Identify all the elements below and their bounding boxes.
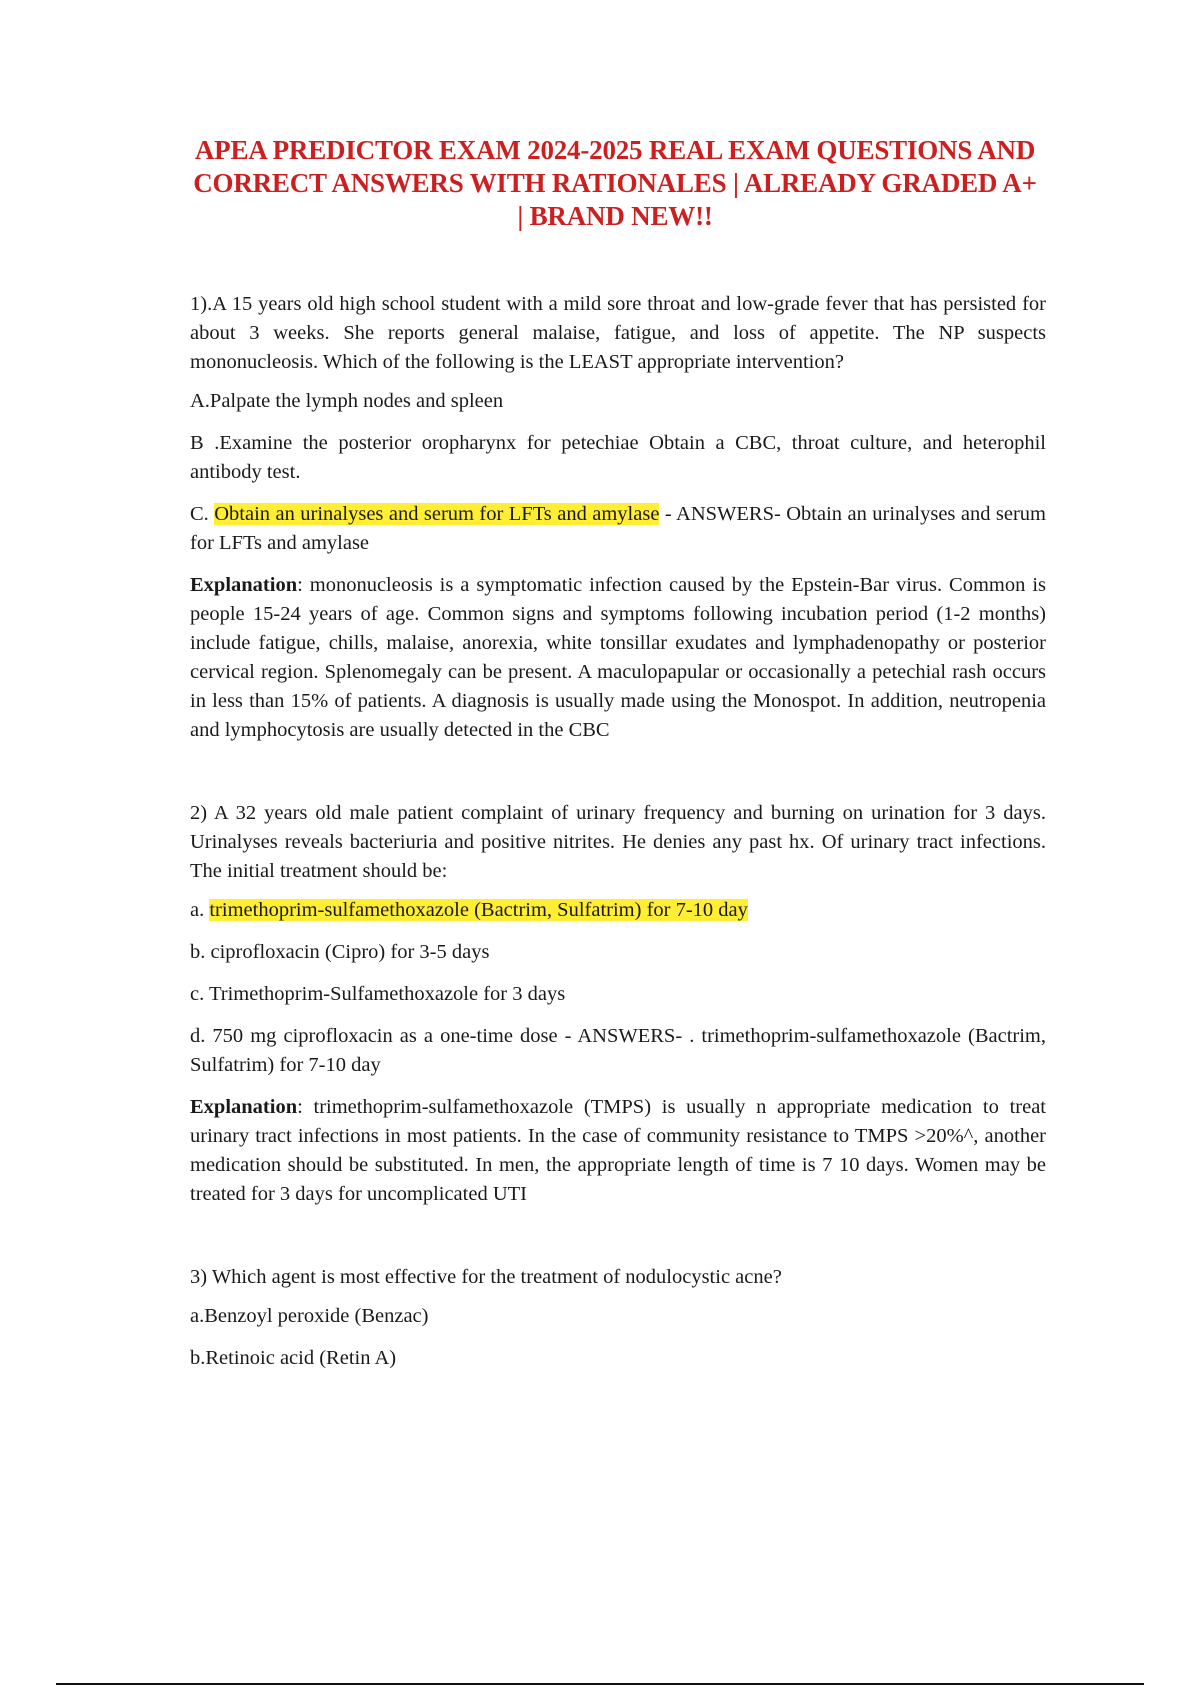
title-line-1: APEA PREDICTOR EXAM 2024-2025 REAL EXAM QUESTIONS AND xyxy=(194,135,1036,165)
title-line-3: | BRAND NEW!! xyxy=(517,201,713,231)
question-2-text: 2) A 32 years old male patient complaint of urinary frequency and burning on urination for 3 days. Urinalyses reveals bacteriuria and positive nitrites. He denies any past hx. Of urinary tract infections. The initial treatment should be: xyxy=(190,802,1046,882)
highlighted-answer: Obtain an urinalyses and serum for LFTs and amylase xyxy=(214,503,660,525)
footer-divider xyxy=(56,1683,1144,1685)
question-1-text: 1).A 15 years old high school student with a mild sore throat and low-grade fever that has persisted for about 3 weeks. She reports general malaise, fatigue, and loss of appetite. The NP suspects mononucleosis. Which of the following is the LEAST appropriate intervention? xyxy=(190,293,1046,373)
option-c-prefix: C. xyxy=(190,503,215,525)
answer-text: - ANSWERS- Obtain an urinalyses and serum for LFTs and amylase xyxy=(190,503,1046,554)
question-3-text: 3) Which agent is most effective for the treatment of nodulocystic acne? xyxy=(190,1266,782,1288)
document-body xyxy=(190,290,1046,1386)
question-2-option-d: d. 750 mg ciprofloxacin as a one-time dose - ANSWERS- . trimethoprim-sulfamethoxazole (Bactrim, Sulfatrim) for 7-10 day xyxy=(190,1025,1046,1076)
explanation-text: : trimethoprim-sulfamethoxazole (TMPS) is usually n appropriate medication to treat urinary tract infections in most patients. In the case of community resistance to TMPS >20%^, another medication should be substituted. In men, the appropriate length of time is 7 10 days. Women may be treated for 3 days for uncomplicated UTI xyxy=(190,1096,1046,1205)
question-1-explanation xyxy=(190,571,1046,745)
question-2-option-b: b. ciprofloxacin (Cipro) for 3-5 days xyxy=(190,941,490,963)
explanation-label: Explanation xyxy=(190,574,298,596)
explanation-text: : mononucleosis is a symptomatic infection caused by the Epstein-Bar virus. Common is people 15-24 years of age. Common signs and symptoms following incubation period (1-2 months) include fatigue, chills, malaise, anorexia, white tonsillar exudates and lymphadenopathy or posterior cervical region. Splenomegaly can be present. A maculopapular or occasionally a petechial rash occurs in less than 15% of patients. A diagnosis is usually made using the Monospot. In addition, neutropenia and lymphocytosis are usually detected in the CBC xyxy=(190,574,1046,741)
highlighted-answer: trimethoprim-sulfamethoxazole (Bactrim, Sulfatrim) for 7-10 day xyxy=(209,899,748,921)
question-2-option-c: c. Trimethoprim-Sulfamethoxazole for 3 days xyxy=(190,983,566,1005)
title-line-2: CORRECT ANSWERS WITH RATIONALES | ALREADY GRADED A+ xyxy=(193,168,1037,198)
question-1-option-a: A.Palpate the lymph nodes and spleen xyxy=(190,390,504,412)
question-2-explanation xyxy=(190,1093,1046,1209)
question-1-option-b: B .Examine the posterior oropharynx for petechiae Obtain a CBC, throat culture, and heterophil antibody test. xyxy=(190,432,1046,483)
question-3-option-b: b.Retinoic acid (Retin A) xyxy=(190,1347,397,1369)
document-title xyxy=(170,134,1060,233)
option-a-prefix: a. xyxy=(190,899,210,921)
question-block-1 xyxy=(190,290,1046,745)
question-1-option-c xyxy=(190,500,1046,558)
question-block-3 xyxy=(190,1263,1046,1373)
question-block-2 xyxy=(190,799,1046,1209)
explanation-label: Explanation xyxy=(190,1096,298,1118)
question-2-option-a xyxy=(190,896,1046,925)
question-3-option-a: a.Benzoyl peroxide (Benzac) xyxy=(190,1305,429,1327)
